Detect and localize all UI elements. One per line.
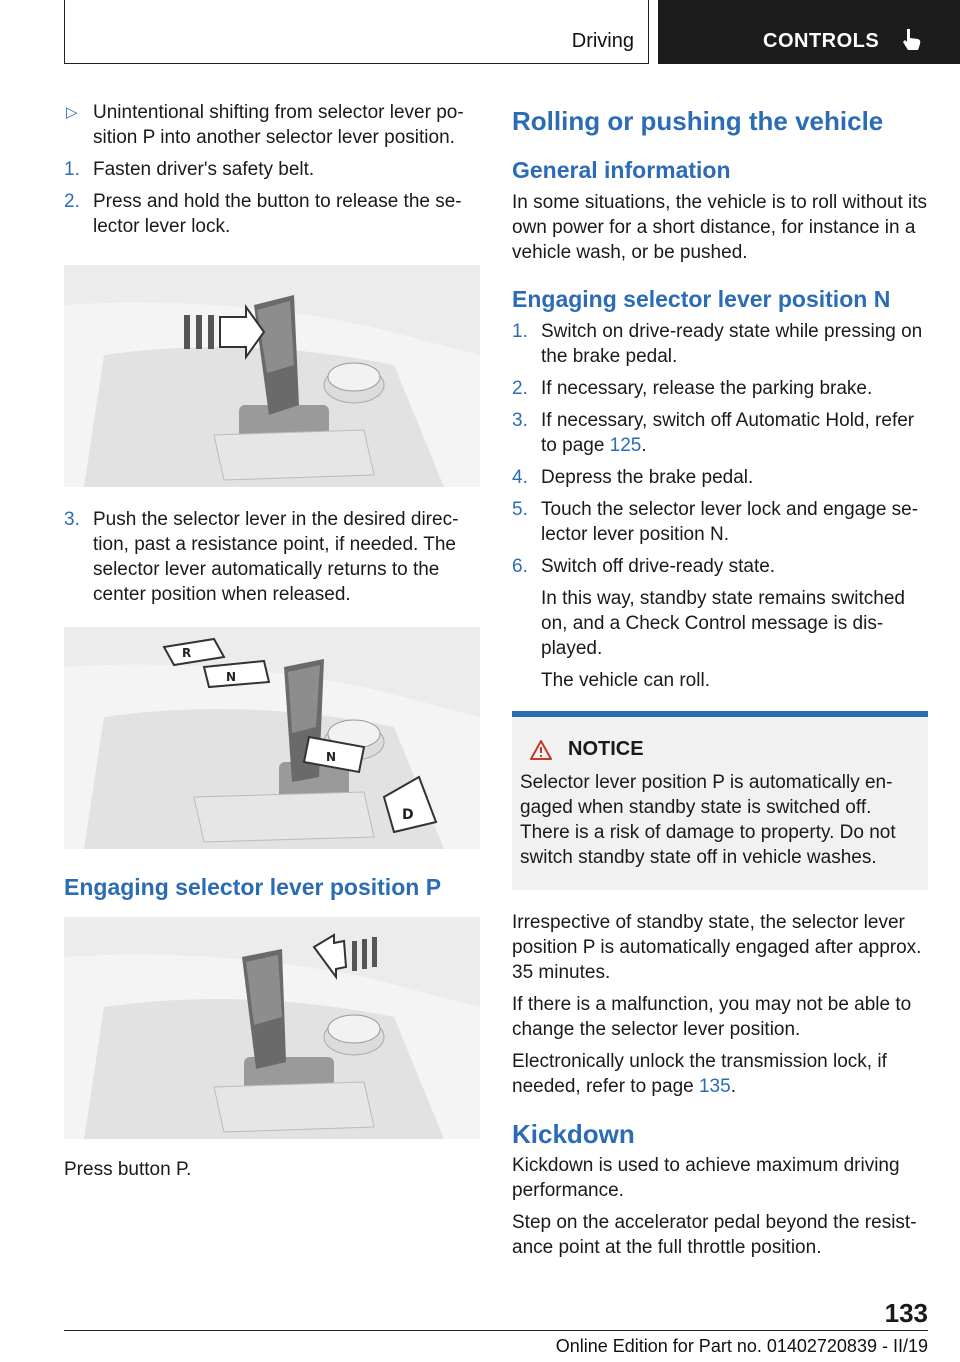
- triangle-bullet-icon: ▷: [66, 104, 78, 121]
- step-number: 3.: [512, 410, 528, 431]
- paragraph: Kickdown is used to achieve maximum driving performance.: [512, 1155, 900, 1201]
- paragraph: Step on the accelerator pedal beyond the resist-ance point at the full throttle position.: [512, 1212, 917, 1258]
- step-number: 2.: [64, 191, 80, 212]
- paragraph: Irrespective of standby state, the selector lever position P is automatically engaged after approx. 35 minutes.: [512, 912, 922, 983]
- header-section-label: Driving: [571, 30, 634, 52]
- list-item: [64, 157, 466, 182]
- paragraph-text: Electronically unlock the transmission lock, if needed, refer to page: [512, 1051, 887, 1097]
- edition-text: Online Edition for Part no. 01402720839 - II/19: [555, 1336, 928, 1356]
- notice-title: NOTICE: [568, 738, 644, 760]
- header-section-box: [64, 0, 649, 64]
- general-text: In some situations, the vehicle is to roll without its own power for a short distance, for instance in a vehicle wash, or be pushed.: [512, 192, 928, 263]
- paragraph: If there is a malfunction, you may not be able to change the selector lever position.: [512, 994, 912, 1040]
- header-chapter-box: [658, 0, 960, 64]
- header-chapter-label: CONTROLS: [763, 30, 880, 52]
- page-link-125[interactable]: 125: [609, 435, 642, 456]
- step-text: If necessary, switch off Automatic Hold, refer to page: [541, 410, 915, 456]
- step-text-end: .: [641, 435, 647, 456]
- footer-rule: [64, 1330, 928, 1331]
- step-text: Push the selector lever in the desired direc-tion, past a resistance point, if needed. The selector lever automatically returns to the center position when released.: [93, 509, 459, 605]
- notice-box: [512, 711, 928, 890]
- list-item: [64, 189, 466, 239]
- svg-text:D: D: [402, 807, 414, 823]
- list-item: [64, 507, 466, 607]
- step-number: 3.: [64, 509, 80, 530]
- heading-general-information: General information: [512, 157, 731, 183]
- page-link-135[interactable]: 135: [698, 1076, 731, 1097]
- heading-position-n: Engaging selector lever position N: [512, 286, 891, 312]
- notice-header: [520, 737, 920, 762]
- page-number: 133: [884, 1298, 928, 1328]
- list-item: [512, 376, 928, 401]
- heading-position-p: Engaging selector lever position P: [64, 874, 442, 900]
- right-column: [512, 100, 928, 1267]
- step-number: 1.: [512, 321, 528, 342]
- heading-kickdown: Kickdown: [512, 1119, 635, 1149]
- step-text: If necessary, release the parking brake.: [541, 378, 873, 399]
- paragraph: [512, 1049, 928, 1099]
- step-text: Press and hold the button to release the se-lector lever lock.: [93, 191, 462, 237]
- bullet-text: Unintentional shifting from selector lever po-sition P into another selector lever position.: [93, 102, 464, 148]
- list-item: [512, 319, 928, 369]
- list-item: [512, 497, 928, 547]
- list-item: [512, 465, 928, 490]
- press-button-p-text: Press button P.: [64, 1159, 192, 1180]
- button-p-image: [64, 917, 480, 1139]
- step-number: 4.: [512, 467, 528, 488]
- step-text: Touch the selector lever lock and engage se-lector lever position N.: [541, 499, 919, 545]
- list-item: [512, 554, 928, 579]
- paragraph-text-end: .: [730, 1076, 736, 1097]
- svg-text:N: N: [326, 750, 337, 764]
- svg-text:N: N: [226, 670, 237, 684]
- warning-triangle-icon: [530, 740, 552, 760]
- selector-lever-release-image: [64, 265, 480, 487]
- step-text: Switch on drive-ready state while pressing on the brake pedal.: [541, 321, 923, 367]
- step6-note: The vehicle can roll.: [541, 670, 710, 691]
- step-text: Switch off drive-ready state.: [541, 556, 776, 577]
- step-number: 5.: [512, 499, 528, 520]
- list-item: [512, 408, 928, 458]
- notice-text: Selector lever position P is automatically en-gaged when standby state is switched off. There is a risk of damage to property. Do not switch standby state off in vehicle washes.: [520, 772, 896, 868]
- step-number: 2.: [512, 378, 528, 399]
- hand-pointer-icon: [898, 26, 924, 52]
- step6-note: In this way, standby state remains switched on, and a Check Control message is dis-played.: [541, 588, 905, 659]
- svg-text:R: R: [182, 646, 192, 660]
- bullet-item: [64, 100, 466, 150]
- step-number: 1.: [64, 159, 80, 180]
- section-title: Rolling or pushing the vehicle: [512, 106, 884, 136]
- step-text: Depress the brake pedal.: [541, 467, 754, 488]
- step-number: 6.: [512, 556, 528, 577]
- step-text: Fasten driver's safety belt.: [93, 159, 315, 180]
- left-column: [64, 100, 466, 1189]
- selector-lever-positions-image: [64, 627, 480, 849]
